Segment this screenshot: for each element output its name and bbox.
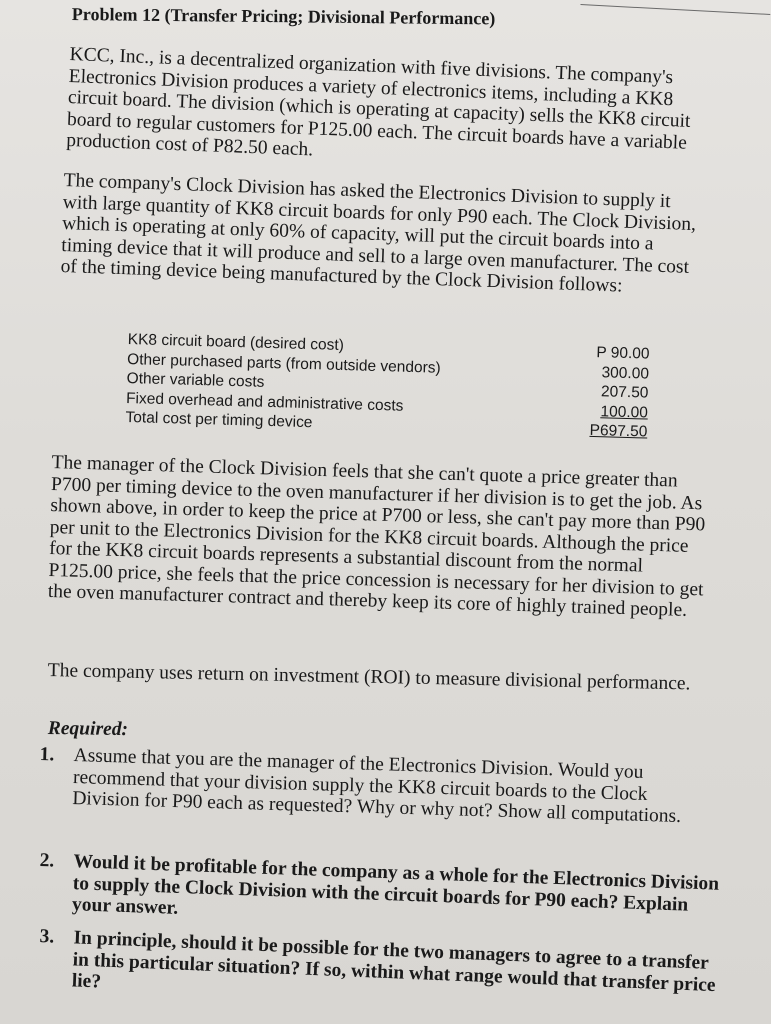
- manager-paragraph: The manager of the Clock Division feels that she can't quote a price greater than P700 per timing device to the oven manufacturer if her division is to get the job. As shown above, in order to keep the price at P700 or less, she can't pay more than P90 per unit to the Electronics Division for the KK8 circuit boards. Although the price for the KK8 circuit boards represents a substantial discount from the normal P125.00 price, she feels that the price concession is necessary for her division to get the oven manufacturer contract and thereby keep its core of highly trained people.: [47, 452, 706, 621]
- question-item: [38, 744, 720, 829]
- cost-label: Other variable costs: [126, 369, 265, 391]
- question-item: [38, 850, 720, 938]
- cost-total-amount: P697.50: [589, 421, 648, 441]
- cost-label: Total cost per timing device: [125, 408, 313, 432]
- cost-amount: 207.50: [600, 383, 649, 402]
- question-item: [37, 926, 719, 1018]
- clock-division-paragraph: The company's Clock Division has asked the Electronics Division to supply it with large quantity of KK8 circuit boards for only P90 each. The Clock Division, which is operating at only 60% of capacity, will put the circuit boards into a timing device that it will produce and sell to a large oven manufacturer. The cost of the timing device being manufactured by the Clock Division follows:: [60, 170, 697, 297]
- cost-label: KK8 circuit board (desired cost): [127, 330, 345, 355]
- cost-amount: 100.00: [600, 402, 649, 422]
- cost-amount: P 90.00: [596, 344, 650, 363]
- question-text: In principle, should it be possible for the two managers to agree to a transfer in this particular situation? If so, within what range would that transfer price lie?: [71, 927, 716, 996]
- roi-paragraph: The company uses return on investment (ROI) to measure divisional performance.: [47, 660, 691, 695]
- required-heading: Required:: [47, 718, 129, 741]
- intro-paragraph: KCC, Inc., is a decentralized organization with five divisions. The company's Electronics Division produces a variety of electronics items, including a KK8 circuit board. The division (which is operating at capacity) sells the KK8 circuit board to regular customers for P125.00 each. The circuit boards have a variable production cost of P82.50 each.: [65, 44, 691, 161]
- question-number: 3.: [39, 926, 55, 948]
- question-number: 2.: [39, 850, 55, 872]
- timing-device-cost-table: [125, 330, 650, 442]
- cost-label: Other purchased parts (from outside vendors): [126, 350, 441, 377]
- cost-amount: 300.00: [601, 363, 650, 383]
- question-number: 1.: [39, 744, 55, 766]
- cost-label: Fixed overhead and administrative costs: [125, 389, 404, 415]
- problem-title: Problem 12 (Transfer Pricing; Divisional Performance): [71, 3, 496, 29]
- question-text: Assume that you are the manager of the Electronics Division. Would you recommend that your division supply the KK8 circuit boards to the Clock Division for P90 each as requested? Why or why not? Show all computations.: [72, 745, 682, 828]
- question-text: Would it be profitable for the company as a whole for the Electronics Division to supply the Clock Division with the circuit boards for P90 each? Explain your answer.: [71, 851, 720, 919]
